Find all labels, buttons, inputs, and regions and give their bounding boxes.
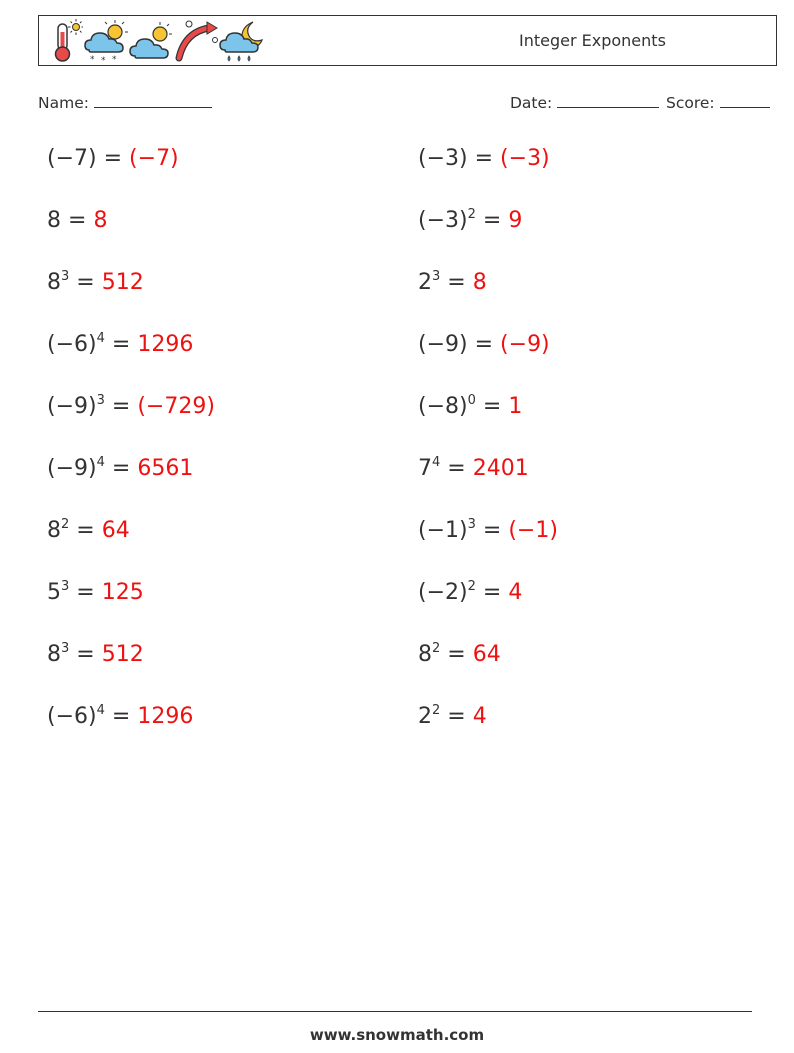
equals-sign: =: [447, 704, 466, 729]
equals-sign: =: [111, 456, 131, 481]
problem-item: [47, 146, 179, 171]
problem-base: (−9): [418, 332, 468, 357]
problem-answer: (−9): [500, 332, 550, 357]
problem-answer: 64: [472, 642, 501, 667]
name-blank[interactable]: [94, 93, 212, 108]
problem-base: (−1): [418, 518, 468, 543]
problem-base: (−7): [47, 146, 97, 171]
date-field[interactable]: [510, 93, 659, 112]
problem-base: 2: [418, 704, 432, 729]
problem-answer: 1296: [137, 704, 194, 729]
score-field[interactable]: [666, 93, 770, 112]
problem-exponent: 2: [61, 517, 70, 532]
problem-answer: 512: [101, 642, 144, 667]
equals-sign: =: [474, 332, 494, 357]
equals-sign: =: [76, 270, 95, 295]
equals-sign: =: [76, 580, 95, 605]
problem-answer: (−1): [508, 518, 558, 543]
footer-site: www.snowmath.com: [309, 1026, 485, 1044]
problem-exponent: 3: [432, 269, 441, 284]
name-field[interactable]: [38, 93, 212, 112]
problem-base: (−6): [47, 332, 97, 357]
problem-base: 8: [47, 208, 61, 233]
problem-item: [418, 208, 522, 233]
problem-item: [47, 394, 215, 419]
problem-exponent: 2: [432, 641, 441, 656]
problem-exponent: 4: [96, 455, 105, 470]
equals-sign: =: [474, 146, 494, 171]
problem-answer: (−3): [500, 146, 550, 171]
worksheet-header: [38, 15, 777, 66]
problem-exponent: 3: [61, 269, 70, 284]
problem-item: [47, 704, 193, 729]
equals-sign: =: [447, 270, 466, 295]
problem-item: [47, 208, 107, 233]
cloud-moon-rain-icon: [219, 18, 265, 64]
wind-arc-icon: [175, 18, 219, 64]
cloud-sun-snow-icon: [83, 18, 129, 64]
problem-base: 8: [418, 642, 432, 667]
problem-base: (−9): [47, 456, 97, 481]
problem-exponent: 3: [96, 393, 105, 408]
equals-sign: =: [76, 642, 95, 667]
svg-text:*: *: [101, 56, 106, 64]
problem-item: [418, 456, 529, 481]
name-label: Name:: [38, 94, 89, 112]
problem-item: [418, 146, 550, 171]
problem-base: (−3): [418, 208, 468, 233]
equals-sign: =: [482, 208, 502, 233]
equals-sign: =: [103, 146, 123, 171]
problem-item: [47, 270, 144, 295]
problem-item: [418, 580, 522, 605]
score-blank[interactable]: [720, 93, 770, 108]
problem-item: [418, 332, 550, 357]
problem-item: [47, 518, 130, 543]
problem-answer: 4: [508, 580, 523, 605]
problem-base: 8: [47, 270, 61, 295]
equals-sign: =: [111, 332, 131, 357]
problem-base: (−8): [418, 394, 468, 419]
problem-item: [418, 270, 487, 295]
equals-sign: =: [111, 394, 131, 419]
problem-item: [418, 394, 522, 419]
problem-answer: 512: [101, 270, 144, 295]
problem-answer: 125: [101, 580, 144, 605]
problem-answer: 9: [508, 208, 523, 233]
problem-answer: 4: [472, 704, 487, 729]
equals-sign: =: [111, 704, 131, 729]
problem-base: (−6): [47, 704, 97, 729]
equals-sign: =: [482, 394, 502, 419]
problem-answer: 6561: [137, 456, 194, 481]
equals-sign: =: [482, 580, 502, 605]
problem-item: [47, 642, 144, 667]
problem-exponent: 2: [467, 207, 476, 222]
problem-answer: (−729): [137, 394, 215, 419]
problem-exponent: 3: [61, 641, 70, 656]
problem-answer: 1296: [137, 332, 194, 357]
problem-item: [47, 580, 144, 605]
weather-icons: [49, 18, 265, 64]
problem-item: [418, 642, 501, 667]
problem-base: (−3): [418, 146, 468, 171]
footer-divider: [38, 1011, 752, 1012]
problem-answer: 8: [93, 208, 108, 233]
problem-base: 8: [47, 518, 61, 543]
problem-base: 7: [418, 456, 432, 481]
problem-exponent: 2: [432, 703, 441, 718]
score-label: Score:: [666, 94, 715, 112]
problem-exponent: 3: [61, 579, 70, 594]
problem-answer: 64: [101, 518, 130, 543]
svg-text:*: *: [90, 55, 95, 64]
problem-exponent: 4: [432, 455, 441, 470]
problem-exponent: 3: [467, 517, 476, 532]
problem-base: 5: [47, 580, 61, 605]
problem-answer: (−7): [129, 146, 179, 171]
problem-item: [47, 456, 193, 481]
svg-text:*: *: [112, 55, 117, 64]
problem-answer: 8: [472, 270, 487, 295]
problem-exponent: 0: [467, 393, 476, 408]
equals-sign: =: [482, 518, 502, 543]
worksheet-title: Integer Exponents: [519, 31, 666, 50]
equals-sign: =: [447, 642, 466, 667]
problem-answer: 1: [508, 394, 523, 419]
problem-base: 8: [47, 642, 61, 667]
cloud-sun-icon: [129, 18, 175, 64]
problem-exponent: 2: [467, 579, 476, 594]
date-blank[interactable]: [557, 93, 659, 108]
problem-answer: 2401: [472, 456, 529, 481]
problem-base: 2: [418, 270, 432, 295]
problem-item: [47, 332, 193, 357]
equals-sign: =: [447, 456, 466, 481]
equals-sign: =: [76, 518, 95, 543]
thermometer-sun-icon: [49, 18, 83, 64]
problem-exponent: 4: [96, 331, 105, 346]
problem-exponent: 4: [96, 703, 105, 718]
date-label: Date:: [510, 94, 553, 112]
equals-sign: =: [68, 208, 87, 233]
problem-item: [418, 518, 558, 543]
problem-base: (−2): [418, 580, 468, 605]
problem-item: [418, 704, 487, 729]
problem-base: (−9): [47, 394, 97, 419]
